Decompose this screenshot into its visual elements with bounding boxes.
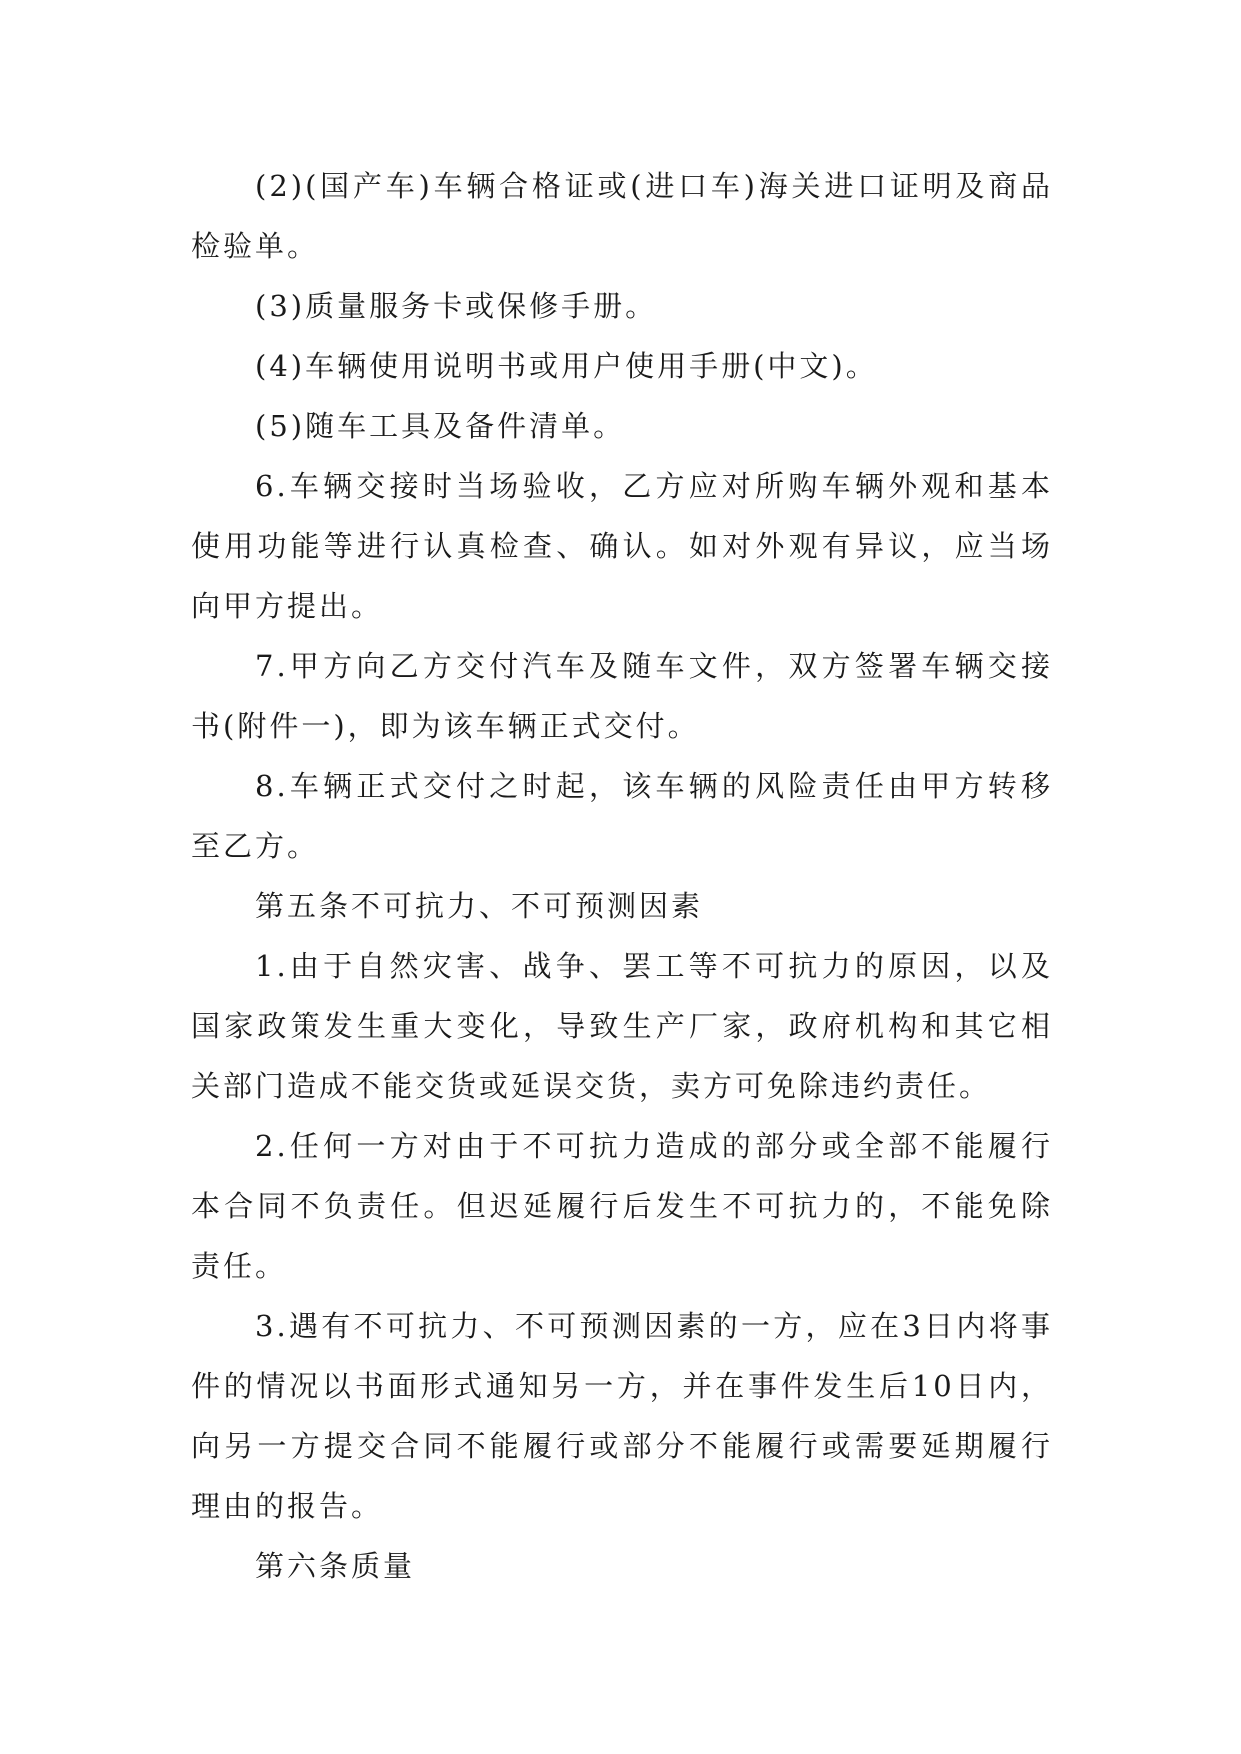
clause-7: 7.甲方向乙方交付汽车及随车文件，双方签署车辆交接书(附件一)，即为该车辆正式交付。 [191,649,1053,743]
clause-6: 6.车辆交接时当场验收，乙方应对所购车辆外观和基本使用功能等进行认真检查、确认。如对外观有异议，应当场向甲方提出。 [191,469,1053,623]
list-item-3: (3)质量服务卡或保修手册。 [255,289,658,323]
article-5-clause-1: 1.由于自然灾害、战争、罢工等不可抗力的原因，以及国家政策发生重大变化，导致生产厂家，政府机构和其它相关部门造成不能交货或延误交货，卖方可免除违约责任。 [191,949,1053,1103]
list-item-4: (4)车辆使用说明书或用户使用手册(中文)。 [255,349,878,383]
article-5-clause-3: 3.遇有不可抗力、不可预测因素的一方，应在3日内将事件的情况以书面形式通知另一方，并在事件发生后10日内，向另一方提交合同不能履行或部分不能履行或需要延期履行理由的报告。 [191,1309,1053,1523]
list-item-5: (5)随车工具及备件清单。 [255,409,626,443]
clause-8: 8.车辆正式交付之时起，该车辆的风险责任由甲方转移至乙方。 [191,769,1053,863]
list-item-2: (2)(国产车)车辆合格证或(进口车)海关进口证明及商品检验单。 [191,169,1053,263]
article-6-heading: 第六条质量 [255,1549,416,1583]
article-5-heading: 第五条不可抗力、不可预测因素 [255,889,704,923]
document-body [191,156,1053,1596]
article-5-clause-2: 2.任何一方对由于不可抗力造成的部分或全部不能履行本合同不负责任。但迟延履行后发生不可抗力的，不能免除责任。 [191,1129,1053,1283]
